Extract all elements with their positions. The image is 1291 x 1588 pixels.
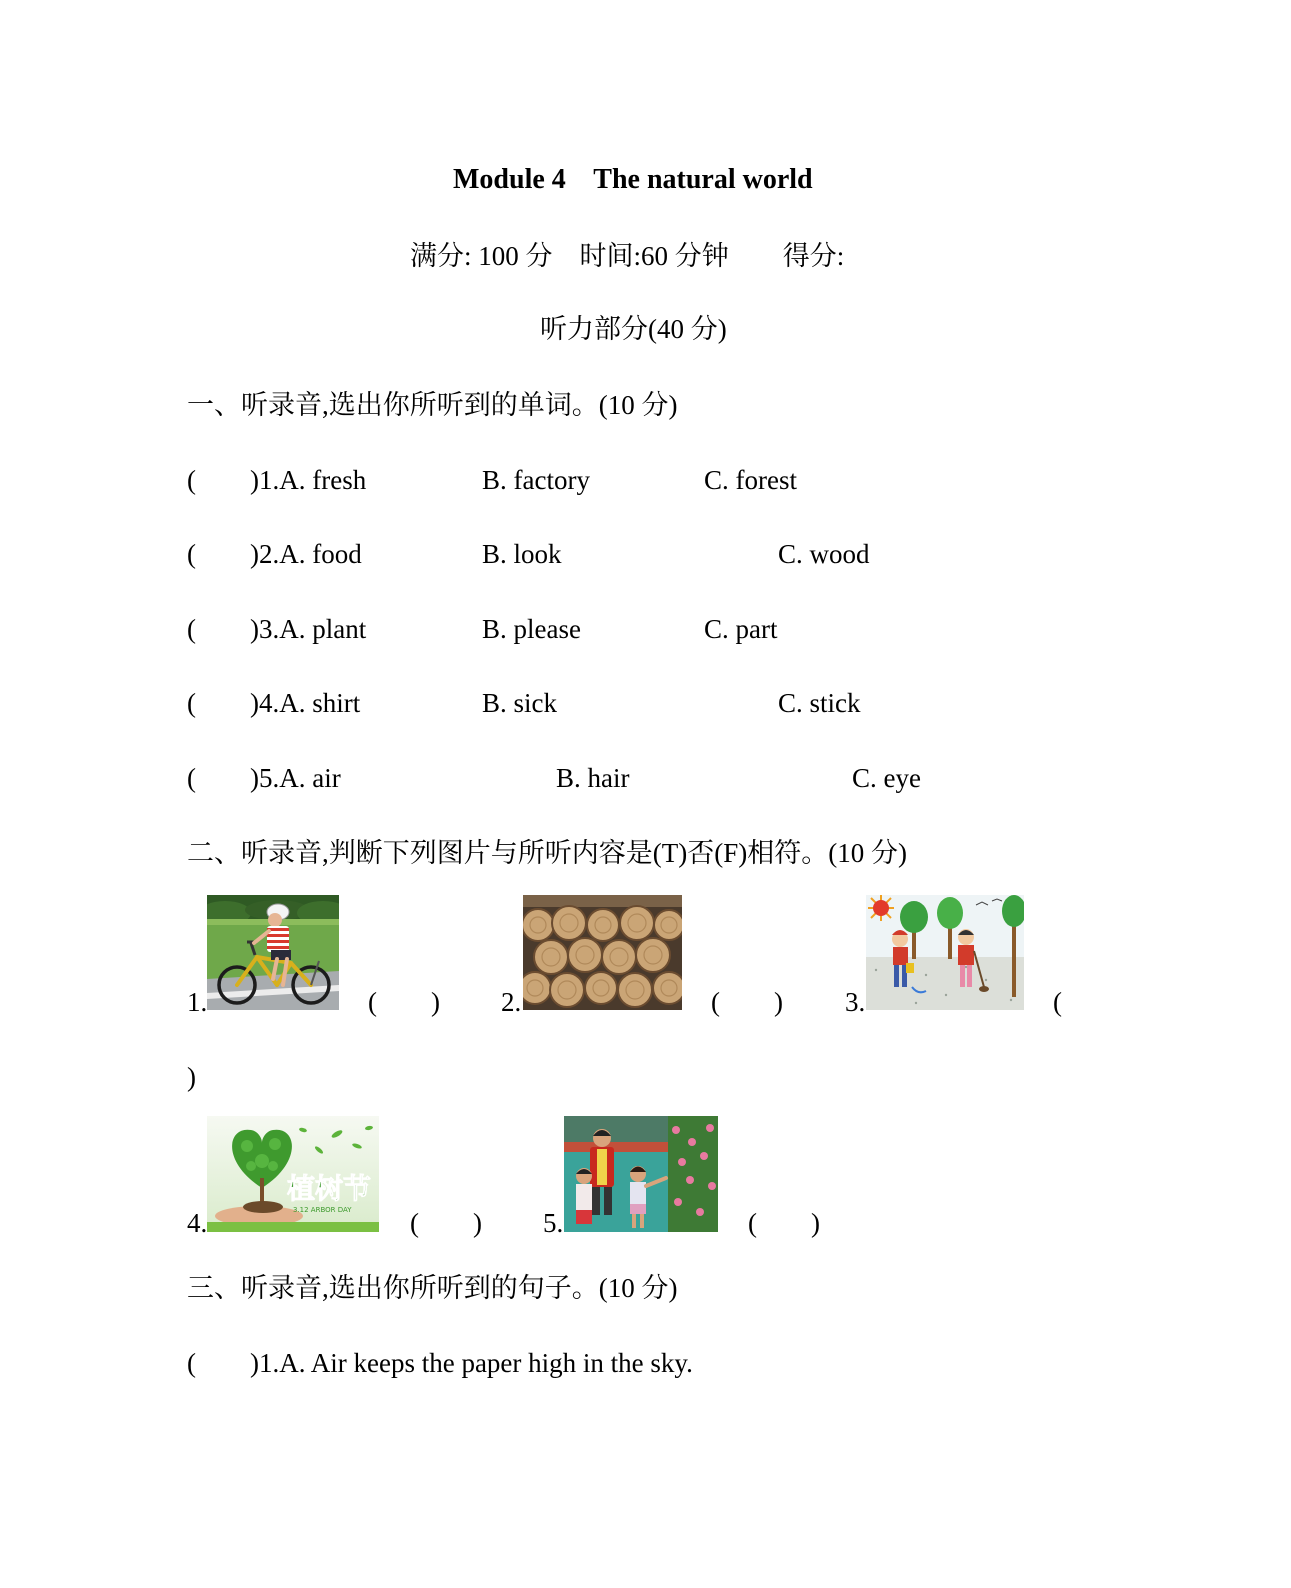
option-b: B. sick (482, 688, 558, 718)
option-c: C. stick (778, 688, 861, 718)
option-b: B. please (482, 614, 581, 644)
option-a: A. food (279, 539, 362, 569)
option-b: B. factory (482, 465, 590, 495)
answer-blank: ( ) (187, 763, 259, 793)
option-c: C. eye (852, 763, 921, 793)
score-time-line: 满分: 100 分 时间:60 分钟 得分: (410, 241, 845, 271)
option-a: A. fresh (279, 465, 367, 495)
picture-3-children-planting-drawing (866, 895, 1024, 1010)
question-number: 2. (258, 539, 280, 569)
option-a: A. shirt (279, 688, 361, 718)
answer-blank: ( ) (187, 688, 259, 718)
answer-blank: ( ) (187, 539, 259, 569)
option-a: A. air (279, 763, 341, 793)
sentence-question-1 (187, 1347, 693, 1379)
option-b: B. look (482, 539, 562, 569)
option-c: C. forest (704, 465, 797, 495)
picture-5-children-by-flowers (564, 1116, 718, 1232)
part3-heading: 三、听录音,选出你所听到的句子。(10 分) (187, 1273, 678, 1303)
answer-blank-1: ( ) (368, 987, 440, 1017)
answer-blank: ( ) (187, 614, 259, 644)
answer-blank-2: ( ) (711, 987, 783, 1017)
picture-number-2: 2. (501, 987, 522, 1017)
picture-1-boy-riding-bike (207, 895, 339, 1010)
picture-2-wood-logs (523, 895, 682, 1010)
question-number: 3. (258, 614, 280, 644)
option-c: C. wood (778, 539, 870, 569)
question-number: 1. (258, 465, 280, 495)
answer-blank-5: ( ) (748, 1208, 820, 1238)
word-question-4 (187, 687, 360, 719)
part1-heading: 一、听录音,选出你所听到的单词。(10 分) (187, 390, 678, 420)
question-number: 5. (258, 763, 280, 793)
question-number: 4. (258, 688, 280, 718)
question-number: 1. (258, 1348, 280, 1378)
option-a: A. Air keeps the paper high in the sky. (279, 1348, 693, 1378)
answer-blank: ( ) (187, 1348, 259, 1378)
picture-4-arbor-day-poster (207, 1116, 379, 1232)
option-a: A. plant (279, 614, 367, 644)
answer-blank: ( ) (187, 465, 259, 495)
page-title: Module 4 The natural world (453, 164, 813, 195)
word-question-1 (187, 464, 366, 496)
word-question-5 (187, 762, 341, 794)
answer-blank-3-open: ( (1053, 987, 1062, 1017)
picture-number-3: 3. (845, 987, 866, 1017)
part2-heading: 二、听录音,判断下列图片与所听内容是(T)否(F)相符。(10 分) (187, 838, 907, 868)
picture-number-4: 4. (187, 1208, 208, 1238)
word-question-3 (187, 613, 366, 645)
answer-blank-3-close: ) (187, 1062, 196, 1092)
arbor-day-picture-text: 植树节 (287, 1172, 372, 1205)
answer-blank-4: ( ) (410, 1208, 482, 1238)
picture-number-5: 5. (543, 1208, 564, 1238)
picture-number-1: 1. (187, 987, 208, 1017)
listening-section-label: 听力部分(40 分) (540, 314, 727, 344)
option-c: C. part (704, 614, 778, 644)
word-question-2 (187, 538, 362, 570)
option-b: B. hair (556, 763, 630, 793)
arbor-day-picture-subtext: 3.12 ARBOR DAY (293, 1206, 352, 1214)
